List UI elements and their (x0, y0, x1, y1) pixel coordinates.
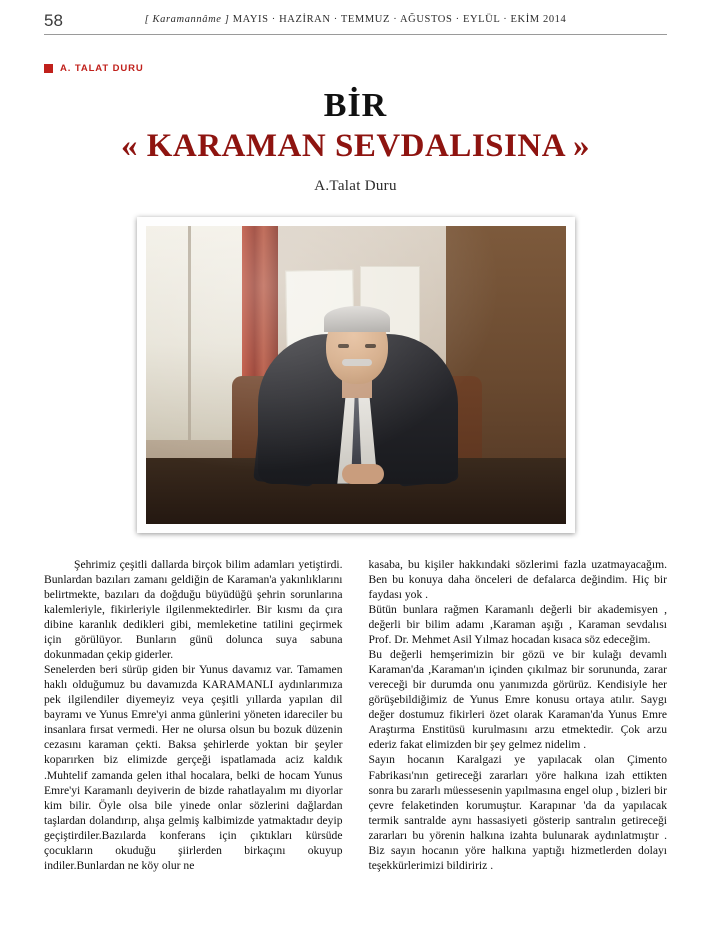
paragraph: Bu değerli hemşerimizin bir gözü ve bir kulağı devamlı Karaman'da ,Karaman'ın içinden çıkılmaz bir sorununda, zarar vereceği bir durumda onu yanımızda görürüz. Kendisiyle her görüşebildiğimiz de Yunus Emre konusu ortaya atılır. Saygı değer dostumuz fikirleri özet olarak Karaman'da Yunus Emre Araştırma Enstitüsü kurulmasını arzu etmektedir. Çok arzu ederiz fakat elimizden bir şey gelmez nidelim . (368, 648, 667, 752)
issue-name: [ Karamannâme ] (144, 14, 230, 25)
title-block (44, 88, 667, 195)
portrait-photo (146, 226, 566, 524)
page-number: 58 (44, 11, 63, 30)
author-kicker-label: A. TALAT DURU (60, 63, 144, 74)
paragraph: Senelerden beri sürüp giden bir Yunus davamız var. Tamamen haklı olduğumuz bu davamızda KARAMANLI aydınlarımıza pek ilgilendiler diyemeyiz veya çeşitli yıllarda yapılan dil bayramı ve Yunus Emre'yi anma günlerini yöneten idareciler bu insanlara fırsat vermedi. Her ne olursa olsun bu bozuk düzenin cezasını karaman çekti. Baksa şehirlerde yoktan bir şeyler koparırken biz elimizde gerçeği ispatlamada aciz kaldık .Muhtelif zamanda gelen ithal hocalara, belki de hocam Yunus Emre'yi Karamanlı deyiverin de bizde rahatlayalım mı diyorlar kim bilir. Öyle olsa bile yinede onlar sözlerini dağlardan taşlardan dolandırıp, alışa gelmiş kalbimizde yatmaktadır deyip geçiştirdiler.Bazılarda konferans için çıktıkları kürsüde çocukların okuduğu şiirlerden birkaçını okuyup indiler.Bunlardan ne köy olur ne (44, 663, 343, 872)
header-divider (44, 34, 667, 35)
article-title-line1: BİR (323, 87, 388, 124)
square-marker-icon (44, 64, 53, 73)
paragraph: Sayın hocanın Karalgazi ye yapılacak olan Çimento Fabrikası'nın getireceği zararları yöre halkına izah ettikten sonra bu zararlı müessesenin yapılmasına engel olup , bizleri bir çevre felaketinden korumuştur. Karapınar 'da da yapılacak termik santralde aynı hassasiyeti gösterip santralın getireceği zararları bu yörenin halkına izahta bulunarak aydınlatmıştır . Biz sayın hocanın yöre halkına yaptığı hizmetlerden dolayı teşekkürlerimizi bildiririz . (368, 753, 667, 872)
photo-frame (137, 217, 575, 533)
article-byline: A.Talat Duru (314, 177, 397, 194)
issue-months: MAYIS · HAZİRAN · TEMMUZ · AĞUSTOS · EYLÜL · EKİM 2014 (232, 14, 567, 25)
left-column (44, 557, 343, 873)
header-running-title (84, 10, 627, 25)
author-kicker (44, 63, 667, 74)
article-body (44, 557, 667, 873)
right-column (369, 557, 668, 873)
article-title-line2: « KARAMAN SEVDALISINA » (121, 127, 590, 164)
paragraph: kasaba, bu kişiler hakkındaki sözlerimi fazla uzatmayacağım. Ben bu konuya daha önceleri de defalarca değindim. Hiç bir faydası yok . (368, 557, 667, 601)
photo-light-glow (146, 226, 566, 524)
paragraph: Bütün bunlara rağmen Karamanlı değerli bir akademisyen , değerli bir bilim adamı ,Karaman aşığı , Karaman sevdalısı Prof. Dr. Mehmet Asil Yılmaz hocadan kısaca söz edeceğim. (368, 602, 667, 646)
paragraph: Şehrimiz çeşitli dallarda birçok bilim adamları yetiştirdi. Bunlardan bazıları zamanı geldiğin de Karaman'a yakınlıklarını belirtmekte, bazıları da doğduğu büyüdüğü şehrin sorunlarına kalemleriyle, fikirleriyle ilgilenmektedirler. Bir kısmı da çıra dibine karanlık dedikleri gibi, memleketine tatilini geçirmek için görülüyor. Bunların günü dolunca suya sabuna dokunmadan çekip giderler. (44, 557, 343, 661)
